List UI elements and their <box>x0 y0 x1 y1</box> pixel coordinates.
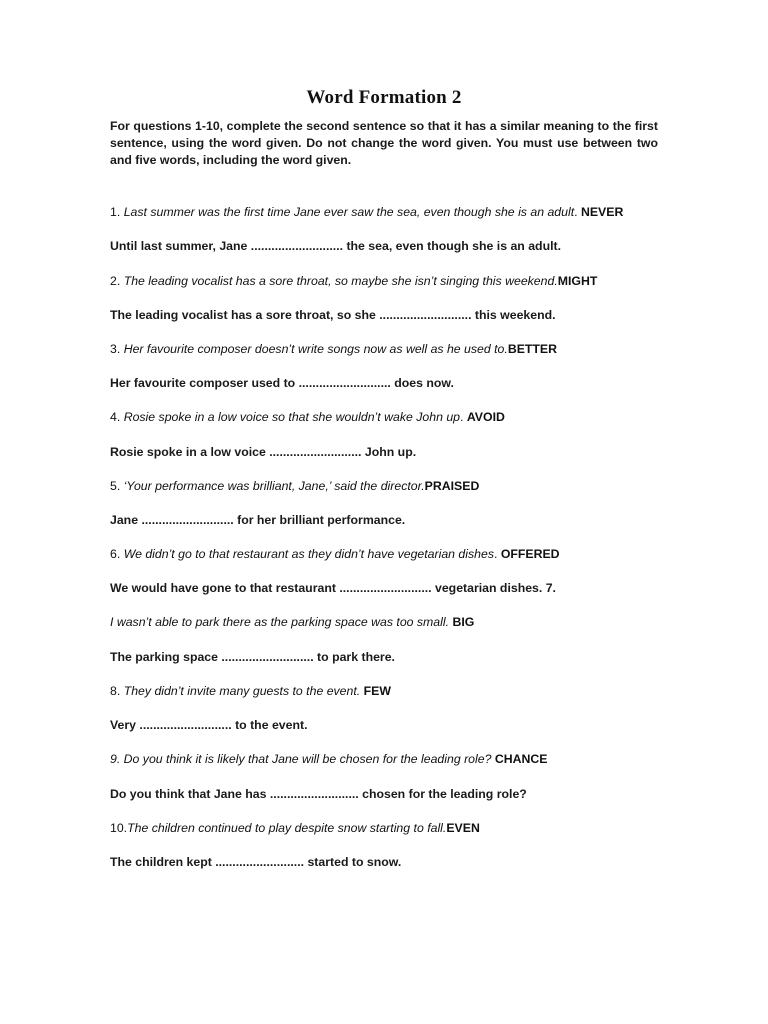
separator: . <box>460 410 467 424</box>
page-title: Word Formation 2 <box>306 87 462 108</box>
question-number: 3. <box>110 342 121 356</box>
answer-5: Jane ........................... for her brilliant performance. <box>110 513 406 527</box>
keyword: MIGHT <box>557 274 598 288</box>
question-7 <box>110 614 670 630</box>
question-sentence: They didn’t invite many guests to the event. <box>123 684 361 698</box>
answer-3: Her favourite composer used to ........................... does now. <box>110 376 454 390</box>
keyword: PRAISED <box>424 479 480 493</box>
answer-10: The children kept .......................... started to snow. <box>110 855 402 869</box>
question-sentence: Her favourite composer doesn’t write songs now as well as he used to. <box>123 342 508 356</box>
question-sentence: We didn’t go to that restaurant as they didn’t have vegetarian dishes <box>123 547 494 561</box>
instructions-paragraph: For questions 1-10, complete the second sentence so that it has a similar meaning to the first sentence, using the word given. Do not change the word given. You must use between two and five words, including the word given. <box>110 119 658 167</box>
question-2 <box>110 273 670 289</box>
question-sentence: I wasn’t able to park there as the parking space was too small. <box>110 615 450 629</box>
separator: . <box>493 547 501 561</box>
answer-8: Very ........................... to the event. <box>110 718 308 732</box>
question-1 <box>110 204 670 220</box>
keyword: NEVER <box>580 205 624 219</box>
keyword: FEW <box>363 684 391 698</box>
question-5 <box>110 478 670 494</box>
question-3 <box>110 341 670 357</box>
keyword: EVEN <box>446 821 480 835</box>
question-9 <box>110 751 670 767</box>
keyword: AVOID <box>466 410 505 424</box>
question-number: 4. <box>110 410 121 424</box>
answer-7: The parking space ........................... to park there. <box>110 650 395 664</box>
question-4 <box>110 409 670 425</box>
question-8 <box>110 683 670 699</box>
question-number: 1. <box>110 205 121 219</box>
question-sentence: Rosie spoke in a low voice so that she wouldn’t wake John up <box>123 410 460 424</box>
question-6 <box>110 546 670 562</box>
question-10 <box>110 820 670 836</box>
question-number: 6. <box>110 547 121 561</box>
keyword: CHANCE <box>494 752 548 766</box>
answer-6: We would have gone to that restaurant ........................... vegetarian dishes. 7. <box>110 581 556 595</box>
keyword: BIG <box>452 615 475 629</box>
question-number: 10. <box>110 821 128 835</box>
answer-2: The leading vocalist has a sore throat, so she ........................... this weekend. <box>110 308 556 322</box>
question-sentence: ‘Your performance was brilliant, Jane,’ said the director. <box>123 479 425 493</box>
question-sentence: Last summer was the first time Jane ever saw the sea, even though she is an adult <box>123 205 575 219</box>
question-number: 5. <box>110 479 121 493</box>
answer-1: Until last summer, Jane ........................... the sea, even though she is an adult. <box>110 239 562 253</box>
keyword: BETTER <box>507 342 558 356</box>
separator: . <box>574 205 581 219</box>
answer-4: Rosie spoke in a low voice ........................... John up. <box>110 445 417 459</box>
question-sentence: 9. Do you think it is likely that Jane will be chosen for the leading role? <box>110 752 492 766</box>
question-sentence: The leading vocalist has a sore throat, so maybe she isn’t singing this weekend. <box>123 274 558 288</box>
keyword: OFFERED <box>500 547 560 561</box>
question-sentence: The children continued to play despite snow starting to fall. <box>127 821 447 835</box>
question-number: 2. <box>110 274 121 288</box>
answer-9: Do you think that Jane has .......................... chosen for the leading role? <box>110 787 527 801</box>
question-number: 8. <box>110 684 121 698</box>
